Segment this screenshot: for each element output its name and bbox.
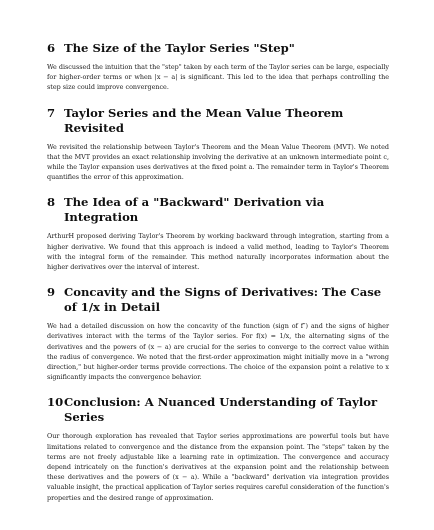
section-paragraph: ArthurH proposed deriving Taylor's Theorem by working backward through integration, starting from a higher derivative. We found that this approach is indeed a valid method, leading to Taylor's Theorem with the integral form of the remainder. This method naturally incorporates information about the higher derivatives over the interval of interest. <box>47 232 389 272</box>
section-title: Conclusion: A Nuanced Understanding of Taylor Series <box>64 395 378 425</box>
section-number: 9 <box>47 285 56 300</box>
section-heading <box>47 395 389 425</box>
section-title: The Size of the Taylor Series "Step" <box>64 41 295 55</box>
section-paragraph: We discussed the intuition that the "step" taken by each term of the Taylor series can be large, especially for higher-order terms or when |x − a| is significant. This led to the idea that perhaps controlling the step size could improve convergence. <box>47 63 389 92</box>
section-9 <box>47 285 389 382</box>
section-number: 10 <box>47 395 64 410</box>
document-page <box>47 41 389 516</box>
section-6 <box>47 41 389 93</box>
section-heading <box>47 285 389 315</box>
section-paragraph: We revisited the relationship between Taylor's Theorem and the Mean Value Theorem (MVT). We noted that the MVT provides an exact relationship involving the derivative at an unknown intermediate point c, while the Taylor expansion uses derivatives at the fixed point a. The remainder term in Taylor's Theorem quantifies the error of this approximation. <box>47 142 389 182</box>
section-heading <box>47 106 389 136</box>
section-heading <box>47 41 389 56</box>
section-title: Taylor Series and the Mean Value Theorem Revisited <box>64 105 344 135</box>
section-paragraph: We had a detailed discussion on how the concavity of the function (sign of f″) and the signs of higher derivatives interact with the terms of the Taylor series. For f(x) = 1/x, the alternating signs of the derivatives and the powers of (x − a) are crucial for the series to converge to the correct value within the radius of convergence. We noted that the first-order approximation might initially move in a "wrong direction," but higher-order terms provide corrections. The choice of the expansion point a relative to x significantly impacts the convergence behavior. <box>47 322 389 382</box>
section-title: Concavity and the Signs of Derivatives: The Case of 1/x in Detail <box>64 285 382 315</box>
section-7 <box>47 106 389 183</box>
section-number: 6 <box>47 41 56 55</box>
section-10 <box>47 395 389 502</box>
section-heading <box>47 195 389 225</box>
section-number: 8 <box>47 195 56 210</box>
section-title: The Idea of a "Backward" Derivation via Integration <box>64 195 325 225</box>
section-number: 7 <box>47 105 56 120</box>
section-8 <box>47 195 389 272</box>
section-paragraph: Our thorough exploration has revealed that Taylor series approximations are powerful tools but have limitations related to convergence and the distance from the expansion point. The "steps" taken by the terms are not freely adjustable like a learning rate in optimization. The convergence and accuracy depend intricately on the function's derivatives at the expansion point and the relationship between these derivatives and the powers of (x − a). While a "backward" derivation via integration provides valuable insight, the practical application of Taylor series requires careful consideration of the function's properties and the desired range of approximation. <box>47 432 389 502</box>
